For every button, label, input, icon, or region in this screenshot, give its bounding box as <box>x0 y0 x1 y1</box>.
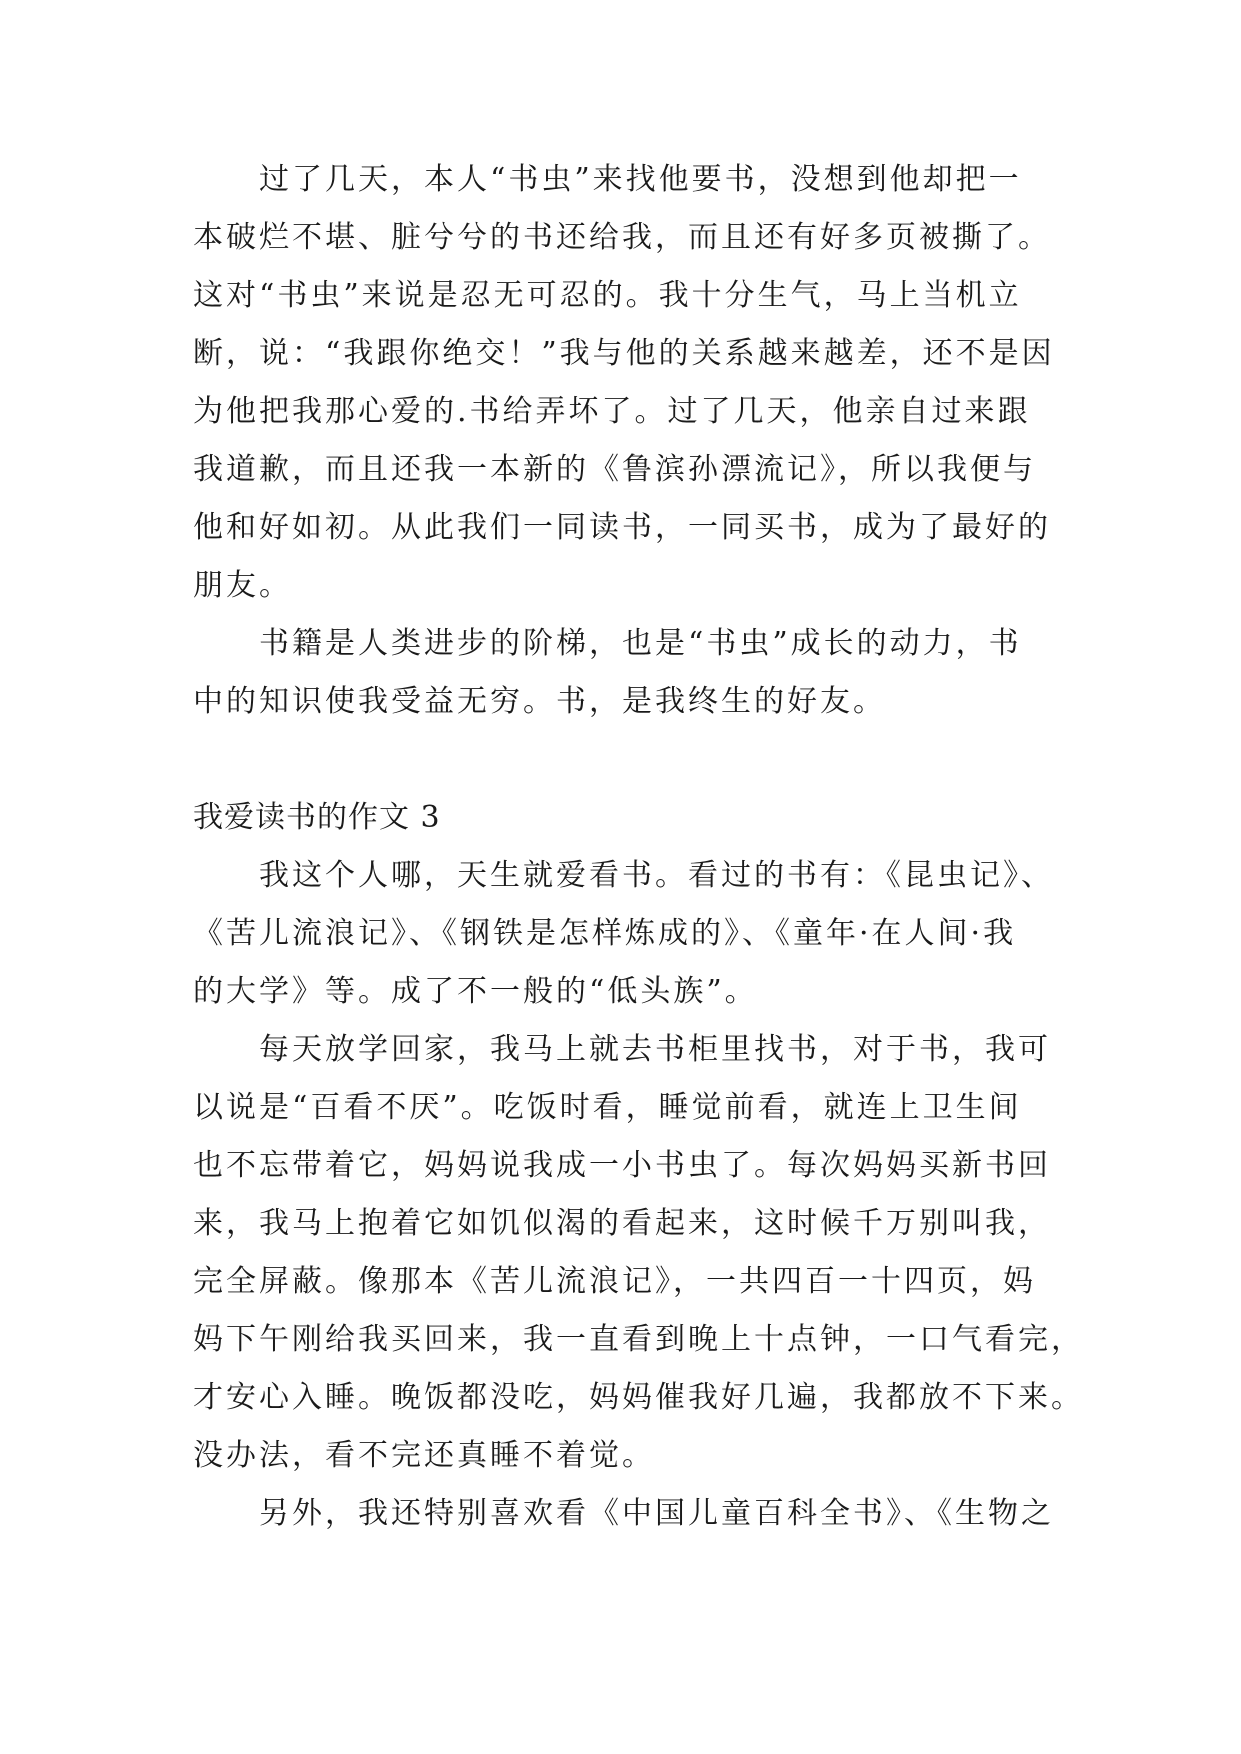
paragraph-1-line-3: 这对“书虫”来说是忍无可忍的。我十分生气，马上当机立 <box>193 278 1022 313</box>
paragraph-3-line-2: 《苦儿流浪记》、《钢铁是怎样炼成的》、《童年·在人间·我 <box>193 916 1017 951</box>
paragraph-4-line-2: 以说是“百看不厌”。吃饭时看，睡觉前看，就连上卫生间 <box>193 1090 1022 1125</box>
paragraph-1-line-6: 我道歉，而且还我一本新的《鲁滨孙漂流记》，所以我便与 <box>193 452 1036 487</box>
paragraph-4-line-7: 才安心入睡。晚饭都没吃，妈妈催我好几遍，我都放不下来。 <box>193 1380 1084 1415</box>
paragraph-4-line-5: 完全屏蔽。像那本《苦儿流浪记》，一共四百一十四页，妈 <box>193 1264 1036 1299</box>
paragraph-4-line-4: 来，我马上抱着它如饥似渴的看起来，这时候千万别叫我， <box>193 1206 1051 1241</box>
paragraph-1-line-1: 过了几天，本人“书虫”来找他要书，没想到他却把一 <box>259 162 1022 197</box>
paragraph-3-line-3: 的大学》等。成了不一般的“低头族”。 <box>193 974 758 1009</box>
paragraph-1-line-4: 断，说：“我跟你绝交！”我与他的关系越来越差，还不是因 <box>193 336 1055 371</box>
paragraph-3-line-1: 我这个人哪，天生就爱看书。看过的书有：《昆虫记》、 <box>259 858 1054 893</box>
paragraph-4-line-8: 没办法，看不完还真睡不着觉。 <box>193 1438 655 1473</box>
paragraph-1-line-5: 为他把我那心爱的.书给弄坏了。过了几天，他亲自过来跟 <box>193 394 1031 429</box>
section-title: 我爱读书的作文 3 <box>193 800 441 835</box>
paragraph-4-line-1: 每天放学回家，我马上就去书柜里找书，对于书，我可 <box>259 1032 1051 1067</box>
paragraph-2-line-1: 书籍是人类进步的阶梯，也是“书虫”成长的动力，书 <box>259 626 1022 661</box>
paragraph-5-line-1: 另外，我还特别喜欢看《中国儿童百科全书》、《生物之 <box>259 1496 1054 1531</box>
paragraph-4-line-3: 也不忘带着它，妈妈说我成一小书虫了。每次妈妈买新书回 <box>193 1148 1051 1183</box>
paragraph-4-line-6: 妈下午刚给我买回来，我一直看到晚上十点钟，一口气看完， <box>193 1322 1084 1357</box>
paragraph-2-line-2: 中的知识使我受益无穷。书，是我终生的好友。 <box>193 684 886 719</box>
paragraph-1-line-8: 朋友。 <box>193 568 292 603</box>
paragraph-1-line-2: 本破烂不堪、脏兮兮的书还给我，而且还有好多页被撕了。 <box>193 220 1051 255</box>
paragraph-1-line-7: 他和好如初。从此我们一同读书，一同买书，成为了最好的 <box>193 510 1051 545</box>
